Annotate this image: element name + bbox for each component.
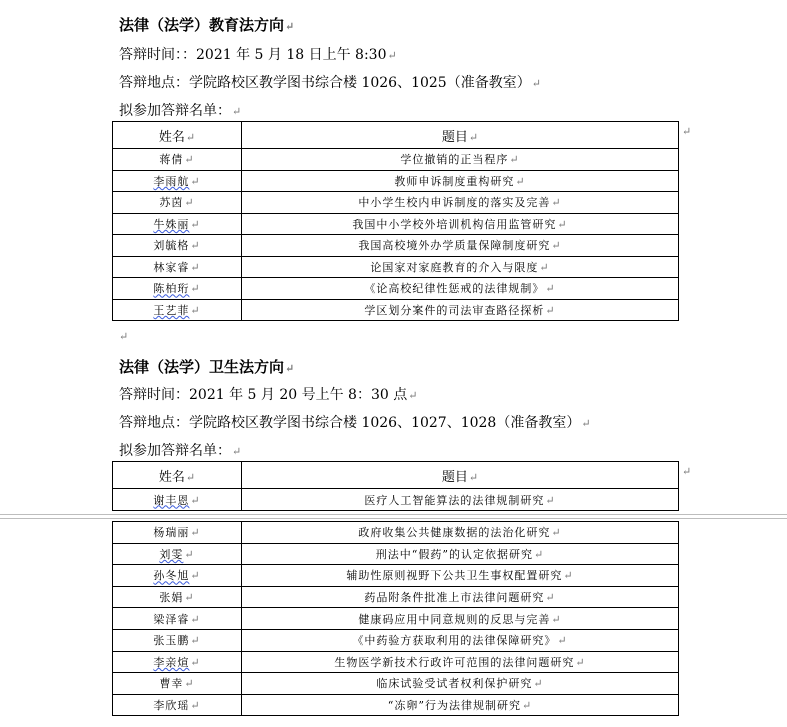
section2-table-part1	[112, 461, 679, 511]
section2-place: 答辩地点：学院路校区教学图书综合楼 1026、1027、1028（准备教室）↵	[119, 415, 591, 431]
table-row	[113, 149, 679, 171]
student-name-cell: 牛姝丽↵	[113, 213, 242, 235]
student-name-cell: 李雨航↵	[113, 170, 242, 192]
student-name: 苏茵	[159, 196, 184, 210]
student-name-cell: 杨瑞丽↵	[113, 522, 242, 544]
thesis-topic: 学区划分案件的司法审查路径探析	[364, 303, 545, 317]
student-name-cell: 刘毓格↵	[113, 235, 242, 257]
table-row	[113, 694, 679, 716]
table-row	[113, 278, 679, 300]
student-name-cell: 梁泽睿↵	[113, 608, 242, 630]
thesis-topic-cell: 教师申诉制度重构研究↵	[242, 170, 679, 192]
blank-paragraph-mark: ↵	[119, 330, 129, 343]
table-row	[113, 489, 679, 511]
thesis-topic: 我国中小学校外培训机构信用监管研究	[352, 217, 557, 231]
student-name: 蒋倩	[159, 153, 184, 167]
table-row	[113, 543, 679, 565]
table-row	[113, 629, 679, 651]
student-name: 张玉鹏	[153, 634, 190, 648]
table-row	[113, 192, 679, 214]
header-name: 姓名↵	[113, 462, 242, 489]
student-name: 孙冬旭	[153, 569, 190, 583]
thesis-topic-cell: 医疗人工智能算法的法律规制研究↵	[242, 489, 679, 511]
thesis-topic: 《论高校纪律性惩戒的法律规制》	[364, 282, 545, 296]
thesis-topic-cell: 健康码应用中同意规则的反思与完善↵	[242, 608, 679, 630]
student-name: 李雨航	[153, 174, 190, 188]
table-row	[113, 673, 679, 695]
table-row	[113, 213, 679, 235]
thesis-topic-cell: 论国家对家庭教育的介入与限度↵	[242, 256, 679, 278]
table-row	[113, 586, 679, 608]
thesis-topic: 学位撤销的正当程序	[400, 153, 509, 167]
student-name: 杨瑞丽	[153, 526, 190, 540]
section1-place: 答辩地点：学院路校区教学图书综合楼 1026、1025（准备教室）↵	[119, 75, 541, 91]
student-name-cell: 林家睿↵	[113, 256, 242, 278]
header-topic: 题目↵	[242, 462, 679, 489]
student-name: 谢丰恩	[153, 493, 190, 507]
table-header-row	[113, 122, 679, 149]
thesis-topic: 政府收集公共健康数据的法治化研究	[358, 526, 551, 540]
section1-table	[112, 121, 679, 321]
thesis-topic-cell: 刑法中“假药”的认定依据研究↵	[242, 543, 679, 565]
student-name: 张娟	[159, 591, 184, 605]
table-row	[113, 565, 679, 587]
row-end-mark: ↵	[682, 125, 692, 138]
section2-time: 答辩时间：2021 年 5 月 20 号上午 8：30 点↵	[119, 387, 418, 403]
thesis-topic-cell: 政府收集公共健康数据的法治化研究↵	[242, 522, 679, 544]
table-row	[113, 256, 679, 278]
table-row	[113, 170, 679, 192]
section1-roster-label: 拟参加答辩名单：↵	[119, 103, 242, 119]
student-name: 李欣瑶	[153, 699, 190, 713]
table-row	[113, 235, 679, 257]
thesis-topic: 论国家对家庭教育的介入与限度	[370, 260, 539, 274]
student-name: 李亲煊	[153, 655, 190, 669]
thesis-topic: 医疗人工智能算法的法律规制研究	[364, 493, 545, 507]
student-name: 曹幸	[159, 677, 184, 691]
student-name-cell: 孙冬旭↵	[113, 565, 242, 587]
student-name: 梁泽睿	[153, 612, 190, 626]
student-name: 刘雯	[159, 547, 184, 561]
section2-title: 法律（法学）卫生法方向↵	[119, 358, 295, 376]
header-name: 姓名↵	[113, 122, 242, 149]
student-name-cell: 蒋倩↵	[113, 149, 242, 171]
student-name-cell: 谢丰恩↵	[113, 489, 242, 511]
header-topic: 题目↵	[242, 122, 679, 149]
row-end-mark: ↵	[682, 465, 692, 478]
student-name-cell: 陈柏珩↵	[113, 278, 242, 300]
thesis-topic: 教师申诉制度重构研究	[394, 174, 515, 188]
student-name-cell: 李欣瑶↵	[113, 694, 242, 716]
thesis-topic-cell: 《论高校纪律性惩戒的法律规制》↵	[242, 278, 679, 300]
student-name-cell: 李亲煊↵	[113, 651, 242, 673]
section1-title: 法律（法学）教育法方向↵	[119, 16, 295, 34]
thesis-topic-cell: 临床试验受试者权利保护研究↵	[242, 673, 679, 695]
thesis-topic-cell: 学区划分案件的司法审查路径探析↵	[242, 299, 679, 321]
thesis-topic-cell: 中小学生校内申诉制度的落实及完善↵	[242, 192, 679, 214]
thesis-topic-cell: 生物医学新技术行政许可范围的法律问题研究↵	[242, 651, 679, 673]
thesis-topic: 生物医学新技术行政许可范围的法律问题研究	[334, 655, 575, 669]
thesis-topic-cell: 我国中小学校外培训机构信用监管研究↵	[242, 213, 679, 235]
student-name-cell: 曹幸↵	[113, 673, 242, 695]
table-row	[113, 522, 679, 544]
student-name: 刘毓格	[153, 239, 190, 253]
table-row	[113, 299, 679, 321]
section2-table-part2	[112, 521, 679, 716]
page-break	[0, 514, 787, 519]
student-name: 牛姝丽	[153, 217, 190, 231]
table-header-row	[113, 462, 679, 489]
thesis-topic-cell: 辅助性原则视野下公共卫生事权配置研究↵	[242, 565, 679, 587]
student-name-cell: 刘雯↵	[113, 543, 242, 565]
thesis-topic: 我国高校境外办学质量保障制度研究	[358, 239, 551, 253]
thesis-topic: 药品附条件批准上市法律问题研究	[364, 591, 545, 605]
student-name-cell: 张娟↵	[113, 586, 242, 608]
thesis-topic-cell: “冻卵”行为法律规制研究↵	[242, 694, 679, 716]
thesis-topic-cell: 药品附条件批准上市法律问题研究↵	[242, 586, 679, 608]
section2-roster-label: 拟参加答辩名单：↵	[119, 443, 242, 459]
thesis-topic: “冻卵”行为法律规制研究	[387, 699, 522, 713]
thesis-topic: 中小学生校内申诉制度的落实及完善	[358, 196, 551, 210]
section1-time: 答辩时间：：2021 年 5 月 18 日上午 8:30↵	[119, 47, 397, 63]
thesis-topic: 临床试验受试者权利保护研究	[376, 677, 533, 691]
thesis-topic: 刑法中“假药”的认定依据研究	[375, 547, 534, 561]
student-name-cell: 张玉鹏↵	[113, 629, 242, 651]
thesis-topic: 健康码应用中同意规则的反思与完善	[358, 612, 551, 626]
thesis-topic-cell: 学位撤销的正当程序↵	[242, 149, 679, 171]
student-name-cell: 苏茵↵	[113, 192, 242, 214]
thesis-topic-cell: 我国高校境外办学质量保障制度研究↵	[242, 235, 679, 257]
student-name: 王艺菲	[153, 303, 190, 317]
student-name-cell: 王艺菲↵	[113, 299, 242, 321]
student-name: 陈柏珩	[153, 282, 190, 296]
student-name: 林家睿	[153, 260, 190, 274]
table-row	[113, 651, 679, 673]
thesis-topic: 辅助性原则视野下公共卫生事权配置研究	[346, 569, 563, 583]
table-row	[113, 608, 679, 630]
thesis-topic-cell: 《中药验方获取利用的法律保障研究》↵	[242, 629, 679, 651]
thesis-topic: 《中药验方获取利用的法律保障研究》	[352, 634, 557, 648]
